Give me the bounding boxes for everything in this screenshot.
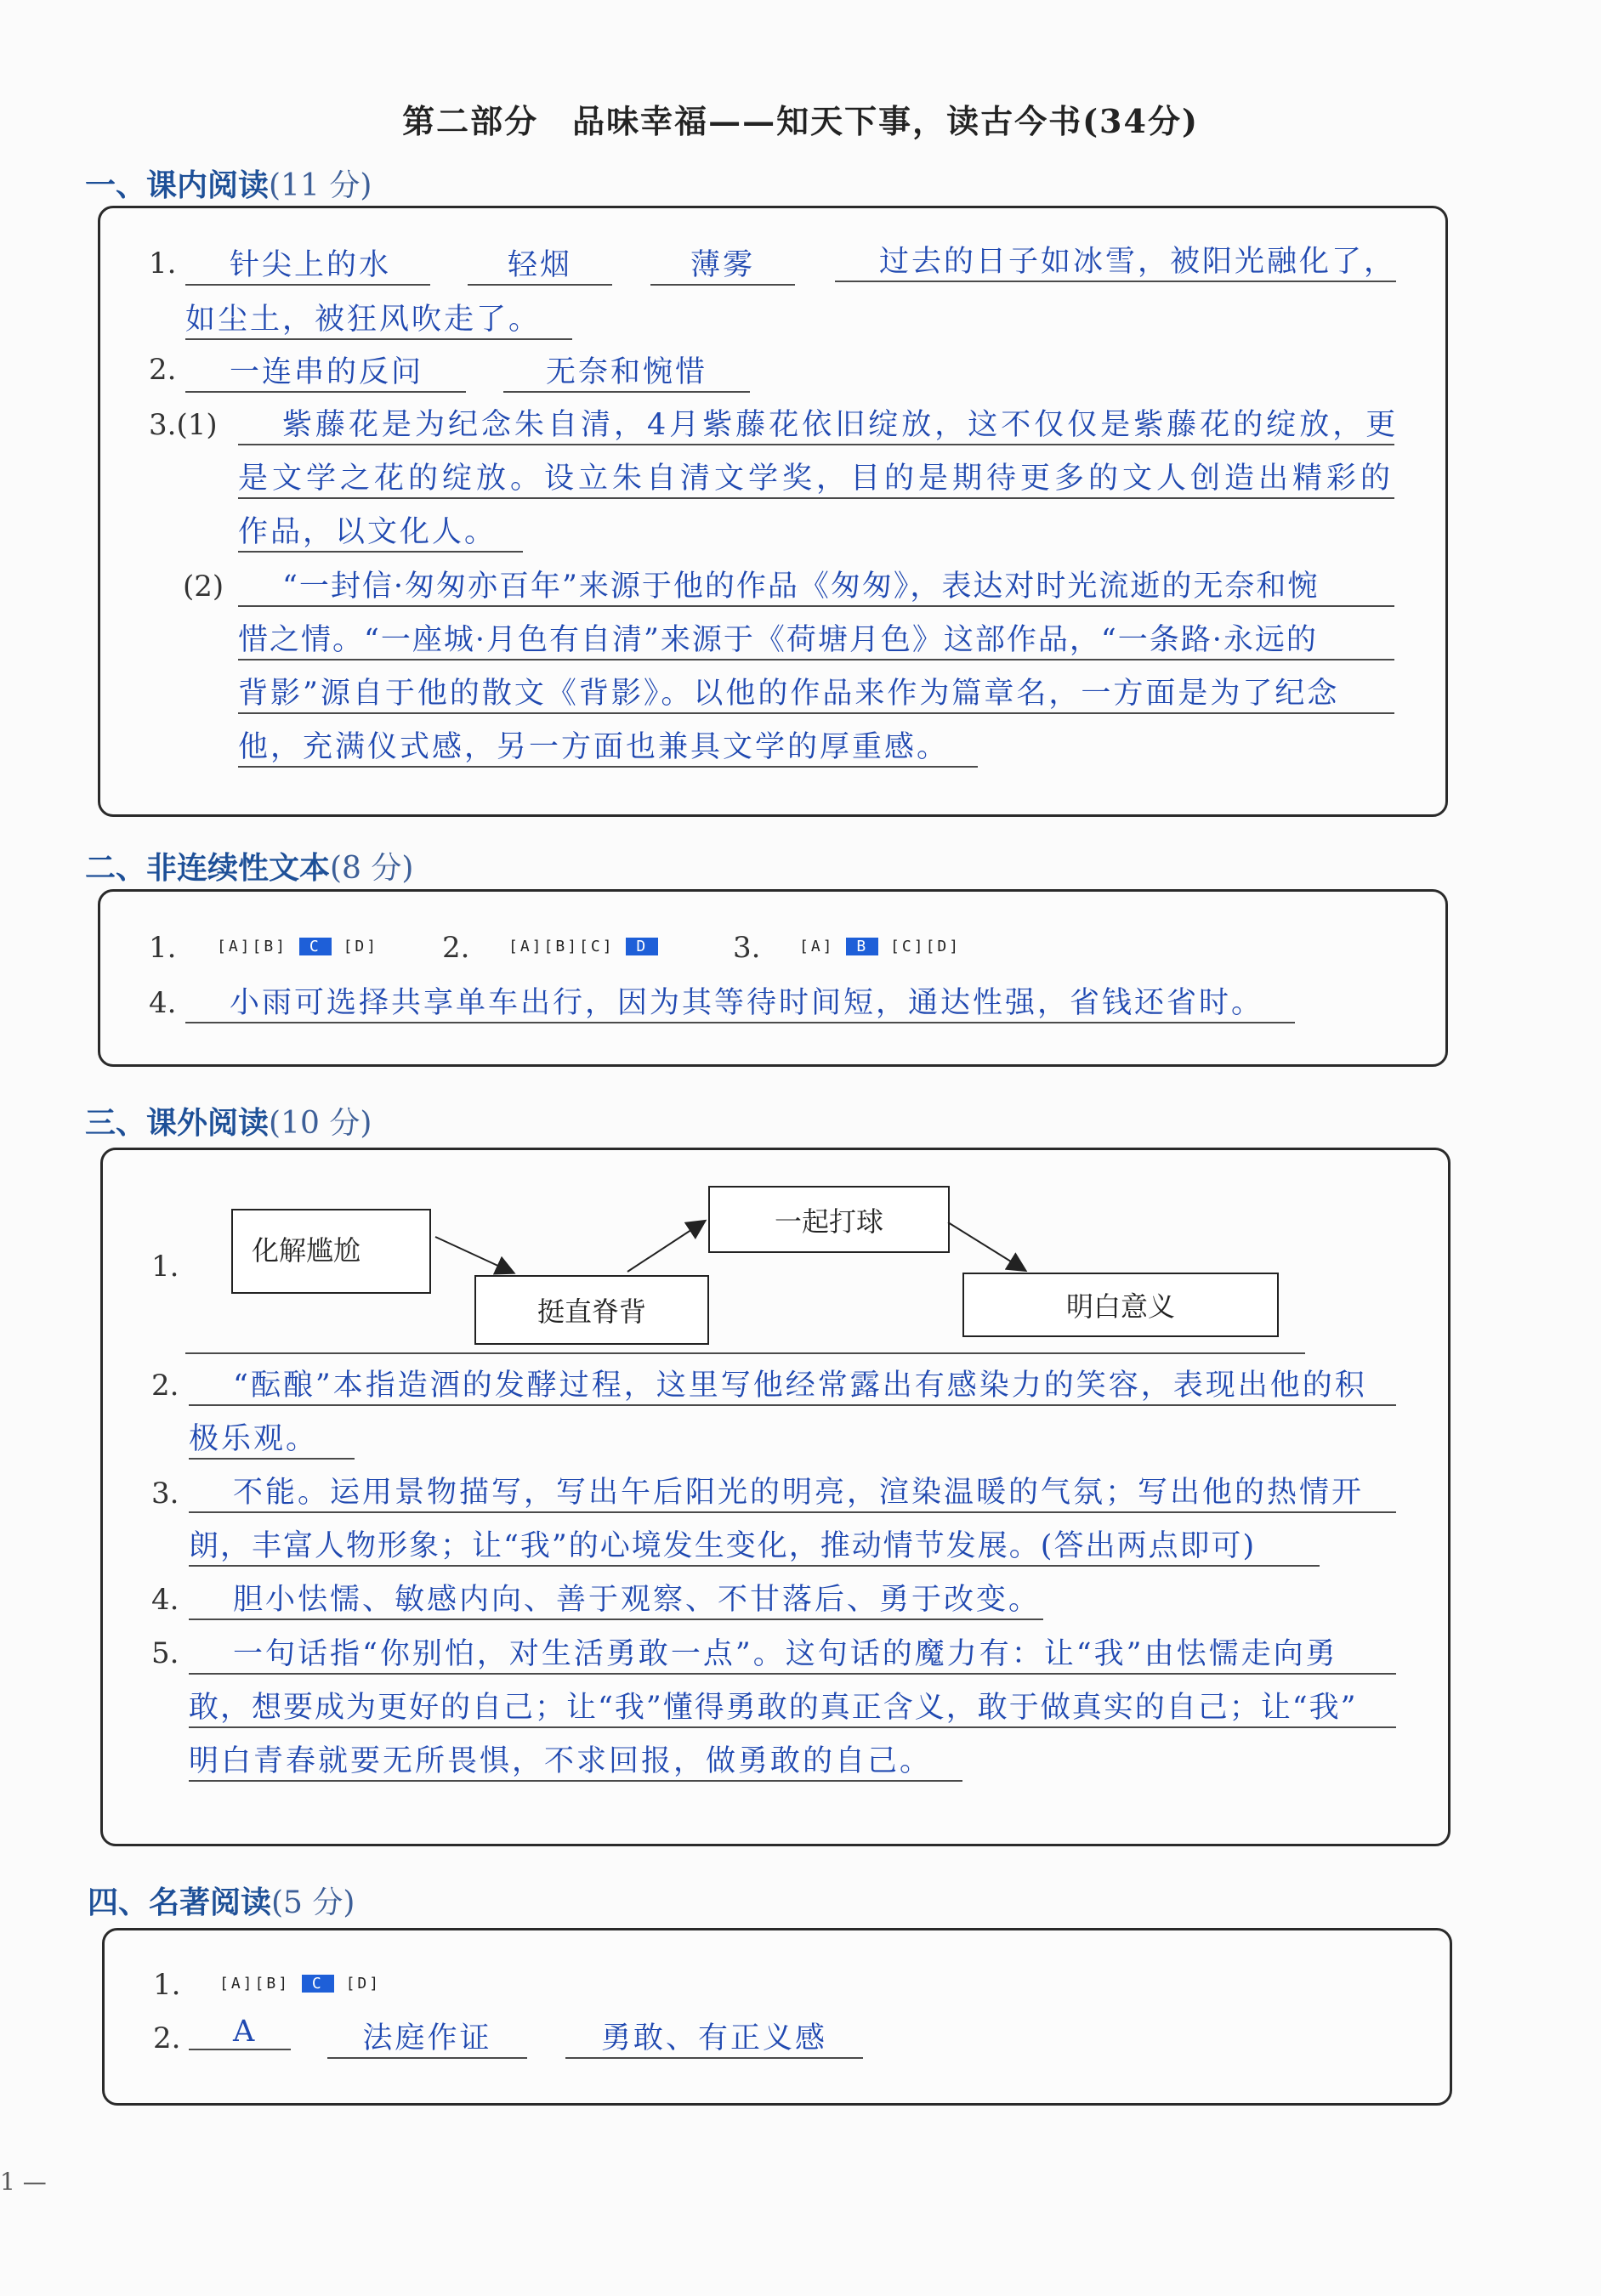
q3-2-line2: 惜之情。“一座城·月色有自清”来源于《荷塘月色》这部作品，“一条路·永远的 <box>238 616 1394 660</box>
q3-1-line3: 作品，以文化人。 <box>238 508 523 553</box>
s3-q3-number: 3. <box>151 1477 179 1511</box>
s2-q2-option-c[interactable]: [C] <box>579 938 615 955</box>
s2-q2-number: 2. <box>442 931 470 965</box>
q2-answer-b: 无奈和惋惜 <box>503 349 750 393</box>
q1-answer-d-line2: 如尘土，被狂风吹走了。 <box>185 296 572 340</box>
s2-q4-number: 4. <box>149 986 177 1020</box>
s4-q1-option-d[interactable]: [D] <box>345 1975 382 1993</box>
section-points-3: (10 分) <box>269 1106 372 1141</box>
q2-number: 2. <box>149 353 177 387</box>
flow-box-4: 明白意义 <box>962 1273 1279 1337</box>
s2-q2-option-b[interactable]: [B] <box>543 938 580 955</box>
s2-q1-option-a[interactable]: [A] <box>217 938 253 955</box>
s3-q2-number: 2. <box>151 1369 179 1403</box>
s3-q5-line3: 明白青春就要无所畏惧，不求回报，做勇敢的自己。 <box>189 1738 962 1782</box>
s4-q2-answer-a: A <box>189 2015 291 2050</box>
s2-q3-option-a[interactable]: [A] <box>799 938 835 955</box>
s2-q4-answer: 小雨可选择共享单车出行，因为其等待时间短，通达性强，省钱还省时。 <box>185 979 1295 1023</box>
q3-1-line1: 紫藤花是为纪念朱自清，4月紫藤花依旧绽放，这不仅仅是紫藤花的绽放，更 <box>238 401 1394 445</box>
q3-1-line2: 是文学之花的绽放。设立朱自清文学奖，目的是期待更多的文人创造出精彩的 <box>238 455 1394 499</box>
q3-2-number: (2) <box>183 570 224 604</box>
page-footer: 1 — <box>0 2168 47 2196</box>
s3-q5-number: 5. <box>151 1636 179 1670</box>
s2-q3-number: 3. <box>733 931 761 965</box>
section-points-2: (8 分) <box>330 851 414 886</box>
s3-q2-line2: 极乐观。 <box>189 1415 355 1460</box>
q1-number: 1. <box>149 247 177 281</box>
section-title-2-text: 二、非连续性文本 <box>85 850 331 886</box>
section-title-3-text: 三、课外阅读 <box>85 1105 270 1141</box>
s2-q3-option-b-selected[interactable]: B <box>846 938 878 955</box>
s2-q1-option-c-selected[interactable]: C <box>299 938 332 955</box>
section-title-1-text: 一、课内阅读 <box>85 167 270 203</box>
s2-q1-option-b[interactable]: [B] <box>252 938 288 955</box>
s2-q2-option-d-selected[interactable]: D <box>626 938 658 955</box>
s4-q1-number: 1. <box>153 1968 181 2002</box>
s4-q1-option-c-selected[interactable]: C <box>302 1975 334 1993</box>
section-points-1: (11 分) <box>269 168 372 203</box>
q3-2-line4: 他，充满仪式感，另一方面也兼具文学的厚重感。 <box>238 723 978 768</box>
q3-2-line1: “一封信·匆匆亦百年”来源于他的作品《匆匆》，表达对时光流逝的无奈和惋 <box>238 563 1394 607</box>
q1-answer-d-line1: 过去的日子如冰雪，被阳光融化了， <box>835 238 1396 282</box>
page-title: 第二部分 品味幸福——知天下事，读古今书(34分) <box>402 102 1199 140</box>
s3-q3-line1: 不能。运用景物描写，写出午后阳光的明亮，渲染温暖的气氛；写出他的热情开 <box>189 1469 1396 1513</box>
flow-box-2: 挺直脊背 <box>474 1275 709 1345</box>
q3-2-line3: 背影”源自于他的散文《背影》。以他的作品来作为篇章名，一方面是为了纪念 <box>238 670 1394 714</box>
s2-q1-option-d[interactable]: [D] <box>343 938 379 955</box>
q1-answer-c: 薄雾 <box>650 241 795 286</box>
q1-answer-a: 针尖上的水 <box>185 241 430 286</box>
section-title-4-text: 四、名著阅读 <box>88 1885 272 1920</box>
s4-q1-option-a[interactable]: [A] <box>219 1975 255 1993</box>
s3-q2-line1: “酝酿”本指造酒的发酵过程，这里写他经常露出有感染力的笑容，表现出他的积 <box>189 1362 1396 1406</box>
s2-q1-number: 1. <box>149 931 177 965</box>
section-title-4 <box>88 1879 355 1922</box>
q3-number: 3.(1) <box>149 408 218 442</box>
s4-q1-options <box>219 1975 381 1993</box>
s2-q2-option-a[interactable]: [A] <box>508 938 544 955</box>
flow-box-3: 一起打球 <box>708 1186 950 1253</box>
flow-box-1: 化解尴尬 <box>231 1209 431 1294</box>
s4-q1-option-b[interactable]: [B] <box>254 1975 291 1993</box>
s2-q3-option-c[interactable]: [C] <box>890 938 926 955</box>
s3-q1-number: 1. <box>151 1250 179 1284</box>
s3-q4-answer: 胆小怯懦、敏感内向、善于观察、不甘落后、勇于改变。 <box>189 1576 1043 1620</box>
q1-answer-b: 轻烟 <box>468 241 612 286</box>
q2-answer-a: 一连串的反问 <box>185 349 466 393</box>
s4-q2-answer-b: 法庭作证 <box>327 2015 527 2059</box>
s2-q3-option-d[interactable]: [D] <box>925 938 962 955</box>
s3-q3-line2: 朗，丰富人物形象；让“我”的心境发生变化，推动情节发展。(答出两点即可) <box>189 1522 1320 1567</box>
s4-q2-answer-c: 勇敢、有正义感 <box>565 2015 863 2059</box>
s3-q4-number: 4. <box>151 1583 179 1617</box>
section-points-4: (5 分) <box>271 1885 355 1920</box>
s3-q5-line2: 敢，想要成为更好的自己；让“我”懂得勇敢的真正含义，敢于做真实的自己；让“我” <box>189 1684 1396 1728</box>
s3-q5-line1: 一句话指“你别怕，对生活勇敢一点”。这句话的魔力有：让“我”由怯懦走向勇 <box>189 1630 1396 1675</box>
s4-q2-number: 2. <box>153 2021 181 2055</box>
